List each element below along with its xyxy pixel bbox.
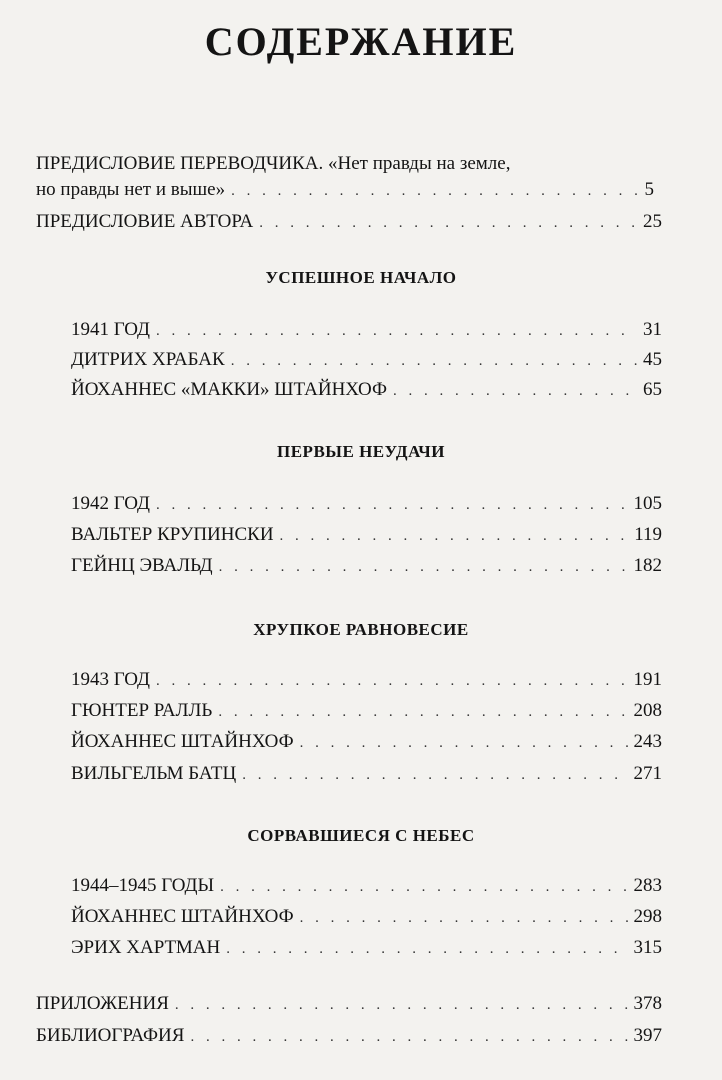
entry-label: ПРЕДИСЛОВИЕ АВТОРА <box>36 211 254 232</box>
leader-dots <box>242 763 627 787</box>
toc-entry[interactable] <box>71 730 662 755</box>
entry-page: 315 <box>633 937 662 958</box>
entry-label: ВИЛЬГЕЛЬМ БАТЦ <box>71 763 237 784</box>
entry-page: 45 <box>643 349 662 370</box>
entry-label: ДИТРИХ ХРАБАК <box>71 349 225 370</box>
toc-entry-bibliography[interactable] <box>36 1024 662 1049</box>
entry-label: ЙОХАННЕС ШТАЙНХОФ <box>71 906 294 927</box>
entry-label: ГЕЙНЦ ЭВАЛЬД <box>71 555 213 576</box>
toc-entry[interactable] <box>71 762 662 787</box>
leader-dots <box>220 875 627 899</box>
entry-page: 31 <box>643 319 662 340</box>
section-title: СОРВАВШИЕСЯ С НЕБЕС <box>247 826 475 845</box>
toc-entry[interactable] <box>71 554 662 579</box>
entry-page: 191 <box>633 669 662 690</box>
entry-page: 5 <box>644 179 654 200</box>
toc-entry[interactable] <box>71 874 662 899</box>
entry-page: 378 <box>633 993 662 1014</box>
entry-page: 182 <box>633 555 662 576</box>
leader-dots <box>231 179 638 203</box>
toc-entry-preface-author[interactable] <box>36 210 662 235</box>
toc-entry-appendices[interactable] <box>36 992 662 1017</box>
entry-page: 119 <box>634 524 662 545</box>
toc-entry[interactable] <box>71 905 662 930</box>
preface-translator-line1: ПРЕДИСЛОВИЕ ПЕРЕВОДЧИКА. «Нет правды на земле, <box>36 153 511 174</box>
leader-dots <box>300 731 628 755</box>
leader-dots <box>190 1025 627 1049</box>
leader-dots <box>156 493 628 517</box>
entry-page: 271 <box>633 763 662 784</box>
leader-dots <box>259 211 637 235</box>
leader-dots <box>156 669 628 693</box>
entry-label: ЙОХАННЕС ШТАЙНХОФ <box>71 731 294 752</box>
entry-label: 1941 ГОД <box>71 319 150 340</box>
toc-entry[interactable] <box>71 523 662 548</box>
section-title: ХРУПКОЕ РАВНОВЕСИЕ <box>253 620 469 639</box>
section-title: ПЕРВЫЕ НЕУДАЧИ <box>277 442 445 461</box>
entry-page: 283 <box>633 875 662 896</box>
entry-page: 208 <box>633 700 662 721</box>
toc-entry[interactable] <box>71 492 662 517</box>
page-title: СОДЕРЖАНИЕ <box>204 19 518 64</box>
toc-entry[interactable] <box>71 318 662 343</box>
entry-page: 65 <box>643 379 662 400</box>
toc-entry[interactable] <box>71 936 662 961</box>
leader-dots <box>280 524 629 548</box>
entry-page: 397 <box>633 1025 662 1046</box>
entry-label: БИБЛИОГРАФИЯ <box>36 1025 185 1046</box>
leader-dots <box>219 555 628 579</box>
entry-label: ВАЛЬТЕР КРУПИНСКИ <box>71 524 274 545</box>
leader-dots <box>231 349 637 373</box>
entry-label: но правды нет и выше» <box>36 179 226 200</box>
entry-page: 105 <box>633 493 662 514</box>
entry-label: 1942 ГОД <box>71 493 150 514</box>
entry-label: 1944–1945 ГОДЫ <box>71 875 215 896</box>
leader-dots <box>226 937 627 961</box>
leader-dots <box>175 993 628 1017</box>
toc-entry-preface-translator[interactable] <box>36 178 654 203</box>
leader-dots <box>393 379 637 403</box>
leader-dots <box>300 906 628 930</box>
entry-page: 25 <box>643 211 662 232</box>
toc-entry[interactable] <box>71 378 662 403</box>
toc-entry[interactable] <box>71 348 662 373</box>
entry-label: ГЮНТЕР РАЛЛЬ <box>71 700 213 721</box>
entry-page: 243 <box>633 731 662 752</box>
leader-dots <box>156 319 637 343</box>
entry-label: ЭРИХ ХАРТМАН <box>71 937 221 958</box>
entry-page: 298 <box>633 906 662 927</box>
toc-entry[interactable] <box>71 699 662 724</box>
entry-label: ПРИЛОЖЕНИЯ <box>36 993 169 1014</box>
section-title: УСПЕШНОЕ НАЧАЛО <box>265 268 457 287</box>
entry-label: ЙОХАННЕС «МАККИ» ШТАЙНХОФ <box>71 379 388 400</box>
entry-label: 1943 ГОД <box>71 669 150 690</box>
toc-entry[interactable] <box>71 668 662 693</box>
leader-dots <box>218 700 627 724</box>
